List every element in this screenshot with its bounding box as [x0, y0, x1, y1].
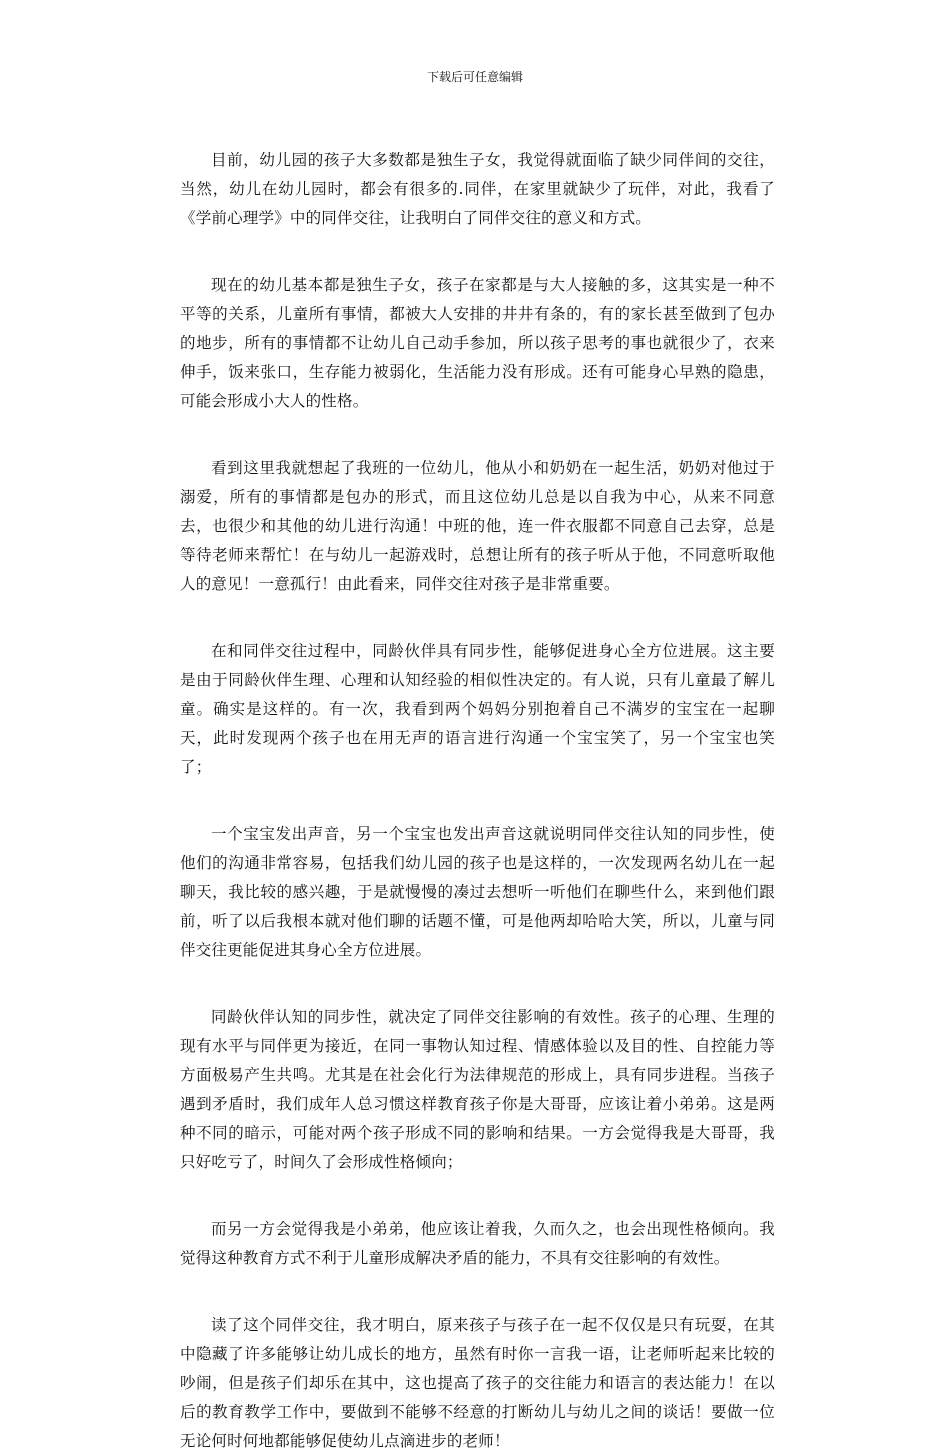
paragraph: 一个宝宝发出声音，另一个宝宝也发出声音这就说明同伴交往认知的同步性，使他们的沟通非常容易，包括我们幼儿园的孩子也是这样的，一次发现两名幼儿在一起聊天，我比较的感兴趣，于是就慢慢的凑过去想听一听他们在聊些什么，来到他们跟前，听了以后我根本就对他们聊的话题不懂，可是他两却哈哈大笑，所以，儿童与同伴交往更能促进其身心全方位进展。 — [180, 825, 775, 959]
paragraph: 目前，幼儿园的孩子大多数都是独生子女，我觉得就面临了缺少同伴间的交往，当然，幼儿在幼儿园时，都会有很多的.同伴，在家里就缺少了玩伴，对此，我看了《学前心理学》中的同伴交往，让我明白了同伴交往的意义和方式。 — [180, 151, 775, 227]
paragraph: 读了这个同伴交往，我才明白，原来孩子与孩子在一起不仅仅是只有玩耍，在其中隐藏了许多能够让幼儿成长的地方，虽然有时你一言我一语，让老师听起来比较的吵闹，但是孩子们却乐在其中，这也提高了孩子的交往能力和语言的表达能力！在以后的教育教学工作中，要做到不能够不经意的打断幼儿与幼儿之间的谈话！要做一位无论何时何地都能够促使幼儿点滴进步的老师！ — [180, 1316, 775, 1450]
paragraph: 而另一方会觉得我是小弟弟，他应该让着我，久而久之，也会出现性格倾向。我觉得这种教育方式不利于儿童形成解决矛盾的能力，不具有交往影响的有效性。 — [180, 1220, 775, 1267]
paragraph: 看到这里我就想起了我班的一位幼儿，他从小和奶奶在一起生活，奶奶对他过于溺爱，所有的事情都是包办的形式，而且这位幼儿总是以自我为中心，从来不同意去，也很少和其他的幼儿进行沟通！中班的他，连一件衣服都不同意自己去穿，总是等待老师来帮忙！在与幼儿一起游戏时，总想让所有的孩子听从于他，不同意听取他人的意见！一意孤行！由此看来，同伴交往对孩子是非常重要。 — [180, 459, 775, 593]
header-note: 下载后可任意编辑 — [426, 70, 523, 84]
paragraph: 在和同伴交往过程中，同龄伙伴具有同步性，能够促进身心全方位进展。这主要是由于同龄伙伴生理、心理和认知经验的相似性决定的。有人说，只有儿童最了解儿童。确实是这样的。有一次，我看到两个妈妈分别抱着自己不满岁的宝宝在一起聊天，此时发现两个孩子也在用无声的语言进行沟通一个宝宝笑了，另一个宝宝也笑了； — [180, 642, 775, 776]
document-body — [180, 146, 775, 1456]
paragraph: 现在的幼儿基本都是独生子女，孩子在家都是与大人接触的多，这其实是一种不平等的关系，儿童所有事情，都被大人安排的井井有条的，有的家长甚至做到了包办的地步，所有的事情都不让幼儿自己动手参加，所以孩子思考的事也就很少了，衣来伸手，饭来张口，生存能力被弱化，生活能力没有形成。还有可能身心早熟的隐患，可能会形成小大人的性格。 — [180, 276, 775, 410]
paragraph: 同龄伙伴认知的同步性，就决定了同伴交往影响的有效性。孩子的心理、生理的现有水平与同伴更为接近，在同一事物认知过程、情感体验以及目的性、自控能力等方面极易产生共鸣。尤其是在社会化行为法律规范的形成上，具有同步进程。当孩子遇到矛盾时，我们成年人总习惯这样教育孩子你是大哥哥，应该让着小弟弟。这是两种不同的暗示，可能对两个孩子形成不同的影响和结果。一方会觉得我是大哥哥，我只好吃亏了，时间久了会形成性格倾向； — [180, 1008, 775, 1171]
